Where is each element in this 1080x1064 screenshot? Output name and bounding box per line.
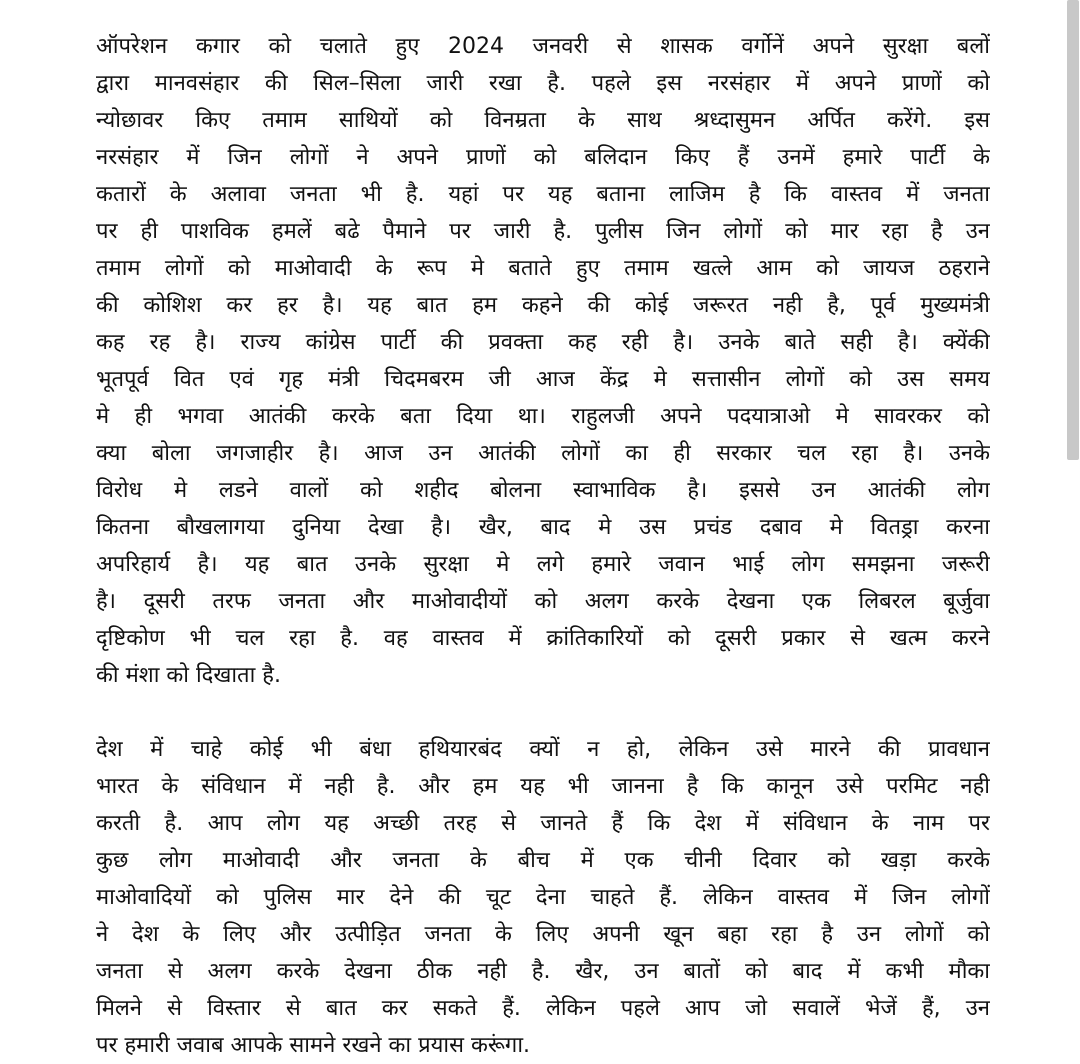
text-line: अपरिहार्य है। यह बात उनके सुरक्षा मे लगे हमारे जवान भाई लोग समझना जरूरी bbox=[96, 552, 990, 577]
text-line: तमाम लोगों को माओवादी के रूप मे बताते हुए तमाम खत्ले आम को जायज ठहराने bbox=[96, 256, 990, 281]
scrollbar-thumb[interactable] bbox=[1067, 0, 1079, 460]
text-line: भारत के संविधान में नही है. और हम यह भी जानना है कि कानून उसे परमिट नही bbox=[96, 774, 990, 799]
text-line: ऑपरेशन कगार को चलाते हुए 2024 जनवरी से शासक वर्गोनें अपने सुरक्षा बलों bbox=[96, 34, 990, 59]
text-line: कितना बौखलागया दुनिया देखा है। खैर, बाद मे उस प्रचंड दबाव मे वितड्रा करना bbox=[96, 515, 990, 540]
text-line: देश में चाहे कोई भी बंधा हथियारबंद क्यों न हो, लेकिन उसे मारने की प्रावधान bbox=[96, 737, 990, 762]
text-line: नरसंहार में जिन लोगों ने अपने प्राणों को बलिदान किए हैं उनमें हमारे पार्टी के bbox=[96, 145, 990, 170]
paragraph-spacer bbox=[96, 694, 990, 731]
document-body bbox=[96, 28, 990, 1064]
text-line: जनता से अलग करके देखना ठीक नही है. खैर, उन बातों को बाद में कभी मौका bbox=[96, 959, 990, 984]
paragraph-2 bbox=[96, 731, 990, 1064]
text-line: भूतपूर्व वित एवं गृह मंत्री चिदमबरम जी आज केंद्र मे सत्तासीन लोगों को उस समय bbox=[96, 367, 990, 392]
text-line: कतारों के अलावा जनता भी है. यहां पर यह बताना लाजिम है कि वास्तव में जनता bbox=[96, 182, 990, 207]
text-line: दृष्टिकोण भी चल रहा है. वह वास्तव में क्रांतिकारियों को दूसरी प्रकार से खत्म करने bbox=[96, 626, 990, 651]
text-line: कुछ लोग माओवादी और जनता के बीच में एक चीनी दिवार को खड़ा करके bbox=[96, 848, 990, 873]
text-line: कह रह है। राज्य कांग्रेस पार्टी की प्रवक्ता कह रही है। उनके बाते सही है। क्येंकी bbox=[96, 330, 990, 355]
text-line: क्या बोला जगजाहीर है। आज उन आतंकी लोगों का ही सरकार चल रहा है। उनके bbox=[96, 441, 990, 466]
text-line: मिलने से विस्तार से बात कर सकते हैं. लेकिन पहले आप जो सवालें भेजें हैं, उन bbox=[96, 996, 990, 1021]
text-line: पर हमारी जवाब आपके सामने रखने का प्रयास करूंगा. bbox=[96, 1033, 531, 1058]
text-line: द्वारा मानवसंहार की सिल–सिला जारी रखा है. पहले इस नरसंहार में अपने प्राणों को bbox=[96, 71, 990, 96]
text-line: ने देश के लिए और उत्पीड़ित जनता के लिए अपनी खून बहा रहा है उन लोगों को bbox=[96, 922, 990, 947]
text-line: विरोध मे लडने वालों को शहीद बोलना स्वाभाविक है। इससे उन आतंकी लोग bbox=[96, 478, 990, 503]
text-line: पर ही पाशविक हमलें बढे पैमाने पर जारी है. पुलीस जिन लोगों को मार रहा है उन bbox=[96, 219, 990, 244]
text-line: न्योछावर किए तमाम साथियों को विनम्रता के साथ श्रध्दासुमन अर्पित करेंगे. इस bbox=[96, 108, 990, 133]
text-line: है। दूसरी तरफ जनता और माओवादीयों को अलग करके देखना एक लिबरल बूर्जुवा bbox=[96, 589, 990, 614]
text-line: मे ही भगवा आतंकी करके बता दिया था। राहुलजी अपने पदयात्राओ मे सावरकर को bbox=[96, 404, 990, 429]
text-line: करती है. आप लोग यह अच्छी तरह से जानते हैं कि देश में संविधान के नाम पर bbox=[96, 811, 990, 836]
text-line: की कोशिश कर हर है। यह बात हम कहने की कोई जरूरत नही है, पूर्व मुख्यमंत्री bbox=[96, 293, 990, 318]
vertical-scrollbar[interactable] bbox=[1066, 0, 1080, 1019]
text-line: की मंशा को दिखाता है. bbox=[96, 663, 281, 688]
text-line: माओवादियों को पुलिस मार देने की चूट देना चाहते हैं. लेकिन वास्तव में जिन लोगों bbox=[96, 885, 990, 910]
paragraph-1 bbox=[96, 28, 990, 694]
